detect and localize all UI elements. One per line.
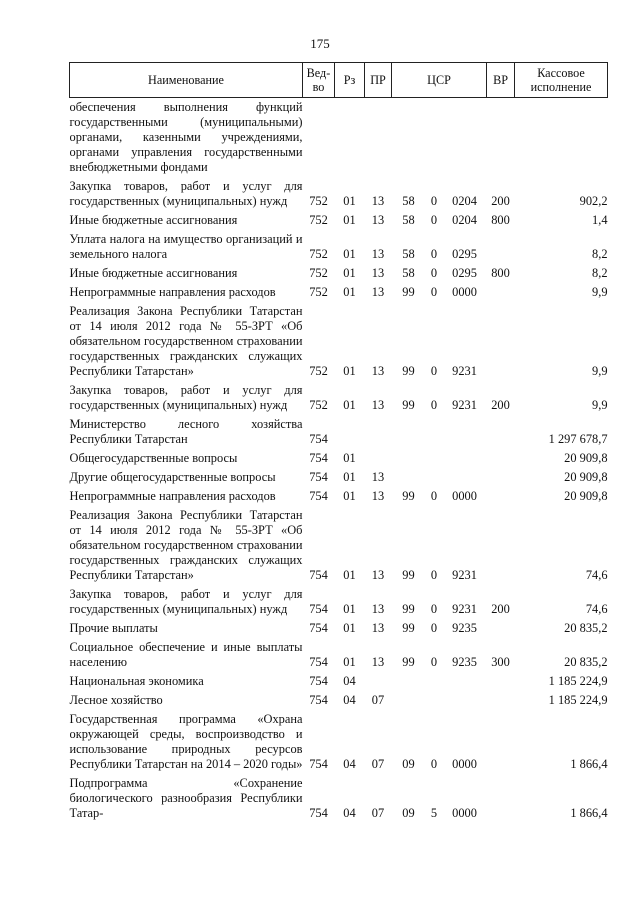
header-vr: ВР <box>487 63 515 98</box>
cell-vr: 200 <box>491 602 510 616</box>
cell-ved: 754 <box>309 432 328 446</box>
cell-csr-direction: 0204 <box>452 194 477 208</box>
cell-rz: 01 <box>343 602 356 616</box>
cell-csr-subprogram: 0 <box>430 266 438 280</box>
cell-sum: 902,2 <box>579 194 608 208</box>
table-row <box>70 379 608 413</box>
cell-rz: 01 <box>343 621 356 635</box>
cell-csr-direction <box>443 413 487 447</box>
cell-pr: 13 <box>371 364 385 378</box>
cell-name: Закупка товаров, работ и услуг для государственных (муниципальных) нужд <box>69 587 303 616</box>
cell-csr-program <box>392 447 426 466</box>
cell-vr <box>487 300 515 379</box>
cell-csr-direction: 0000 <box>452 757 477 771</box>
cell-sum: 20 835,2 <box>564 655 608 669</box>
cell-sum: 1 185 224,9 <box>548 693 608 707</box>
header-ved: Вед- во <box>303 63 335 98</box>
cell-sum: 74,6 <box>585 568 608 582</box>
cell-csr-direction: 9231 <box>452 398 477 412</box>
table-row <box>70 504 608 583</box>
cell-rz: 01 <box>343 398 356 412</box>
cell-sum: 9,9 <box>592 398 608 412</box>
cell-vr <box>487 504 515 583</box>
cell-rz: 01 <box>343 364 356 378</box>
cell-vr <box>487 708 515 772</box>
cell-csr-program <box>392 670 426 689</box>
cell-rz: 01 <box>343 213 356 227</box>
cell-sum: 1 866,4 <box>570 757 608 771</box>
cell-csr-direction: 9235 <box>452 655 477 669</box>
cell-vr <box>487 228 515 262</box>
cell-csr-program: 58 <box>402 194 415 208</box>
cell-name: Министерство лесного хозяйства Республики Татарстан <box>69 417 303 446</box>
cell-rz: 04 <box>343 806 356 820</box>
cell-pr: 13 <box>371 655 385 669</box>
cell-ved: 754 <box>309 489 328 503</box>
cell-sum: 1,4 <box>592 213 608 227</box>
cell-csr-subprogram: 0 <box>430 655 438 669</box>
cell-csr-subprogram <box>426 413 443 447</box>
header-sum: Кассовое исполнение <box>515 63 608 98</box>
cell-rz: 04 <box>343 757 356 771</box>
cell-csr-subprogram <box>426 466 443 485</box>
table-row <box>70 485 608 504</box>
cell-name: Непрограммные направления расходов <box>69 489 276 503</box>
cell-rz: 01 <box>343 266 356 280</box>
budget-table <box>69 62 608 821</box>
cell-ved: 754 <box>309 602 328 616</box>
cell-vr: 300 <box>491 655 510 669</box>
cell-vr <box>487 281 515 300</box>
cell-pr: 13 <box>371 568 385 582</box>
cell-pr: 13 <box>371 470 385 484</box>
header-rz: Рз <box>335 63 365 98</box>
cell-csr-direction <box>443 98 487 176</box>
cell-pr <box>365 447 392 466</box>
header-name: Наименование <box>70 63 303 98</box>
cell-rz: 01 <box>343 194 356 208</box>
cell-ved: 754 <box>309 693 328 707</box>
table-row <box>70 413 608 447</box>
cell-rz: 01 <box>343 470 356 484</box>
cell-csr-subprogram: 0 <box>430 489 438 503</box>
cell-csr-direction: 0000 <box>452 489 477 503</box>
cell-ved: 752 <box>309 266 328 280</box>
cell-sum: 1 185 224,9 <box>548 674 608 688</box>
cell-name: Уплата налога на имущество организаций и земельного налога <box>69 232 303 261</box>
cell-csr-direction: 0000 <box>452 285 477 299</box>
cell-csr-subprogram: 0 <box>430 247 438 261</box>
table-row <box>70 636 608 670</box>
cell-csr-subprogram: 0 <box>430 194 438 208</box>
cell-pr: 13 <box>371 489 385 503</box>
cell-rz: 04 <box>343 674 356 688</box>
cell-vr <box>487 447 515 466</box>
table-row <box>70 466 608 485</box>
cell-pr: 13 <box>371 398 385 412</box>
cell-name: Общегосударственные вопросы <box>69 451 238 465</box>
cell-vr <box>487 670 515 689</box>
table-row <box>70 228 608 262</box>
cell-csr-program: 99 <box>402 568 415 582</box>
cell-csr-program: 99 <box>402 364 415 378</box>
cell-csr-subprogram: 0 <box>430 213 438 227</box>
cell-csr-program: 99 <box>402 621 415 635</box>
cell-name: Закупка товаров, работ и услуг для государственных (муниципальных) нужд <box>69 383 303 412</box>
cell-vr <box>487 689 515 708</box>
cell-csr-program: 99 <box>402 398 415 412</box>
cell-rz <box>335 413 365 447</box>
cell-pr: 13 <box>371 266 385 280</box>
cell-ved: 754 <box>309 568 328 582</box>
cell-csr-direction: 0295 <box>452 247 477 261</box>
table-header-row <box>70 63 608 98</box>
cell-ved: 752 <box>309 194 328 208</box>
cell-pr: 13 <box>371 602 385 616</box>
table-row <box>70 300 608 379</box>
cell-csr-direction <box>443 689 487 708</box>
cell-ved: 754 <box>309 757 328 771</box>
cell-rz: 01 <box>343 247 356 261</box>
cell-name: Реализация Закона Республики Татарстан от 14 июля 2012 года № 55-ЗРТ «Об обязательном государственном страховании государственных гражданских служащих Республики Татарстан» <box>69 304 303 378</box>
cell-csr-program: 58 <box>402 266 415 280</box>
cell-csr-program <box>392 413 426 447</box>
cell-ved: 754 <box>309 655 328 669</box>
cell-rz: 01 <box>343 285 356 299</box>
cell-vr: 200 <box>491 398 510 412</box>
table-row <box>70 689 608 708</box>
cell-pr: 13 <box>371 194 385 208</box>
cell-sum <box>515 98 608 176</box>
cell-ved: 752 <box>309 213 328 227</box>
cell-csr-direction <box>443 466 487 485</box>
cell-name: обеспечения выполнения функций государственными (муниципальными) органами, казенными учреждениями, органами управления государственными внебюджетными фондами <box>69 100 303 174</box>
cell-csr-direction: 0204 <box>452 213 477 227</box>
cell-name: Реализация Закона Республики Татарстан от 14 июля 2012 года № 55-ЗРТ «Об обязательном государственном страховании государственных гражданских служащих Республики Татарстан» <box>69 508 303 582</box>
cell-sum: 1 297 678,7 <box>548 432 608 446</box>
table-row <box>70 670 608 689</box>
table-row <box>70 583 608 617</box>
cell-csr-program: 09 <box>402 757 415 771</box>
cell-sum: 20 909,8 <box>564 451 608 465</box>
cell-csr-subprogram: 0 <box>430 602 438 616</box>
cell-csr-program: 99 <box>402 602 415 616</box>
cell-csr-program: 99 <box>402 285 415 299</box>
cell-csr-direction: 0000 <box>452 806 477 820</box>
cell-name: Закупка товаров, работ и услуг для государственных (муниципальных) нужд <box>69 179 303 208</box>
cell-csr-subprogram: 0 <box>430 757 438 771</box>
cell-sum: 1 866,4 <box>570 806 608 820</box>
cell-pr <box>365 413 392 447</box>
cell-csr-subprogram: 5 <box>430 806 438 820</box>
cell-csr-program <box>392 466 426 485</box>
cell-rz: 01 <box>343 568 356 582</box>
cell-csr-subprogram: 0 <box>430 285 438 299</box>
cell-ved: 752 <box>309 398 328 412</box>
cell-name: Государственная программа «Охрана окружающей среды, воспроизводство и использование природных ресурсов Республики Татарстан на 2014 – 2020 годы» <box>69 712 303 771</box>
header-pr: ПР <box>365 63 392 98</box>
cell-ved: 754 <box>309 674 328 688</box>
cell-name: Подпрограмма «Сохранение биологического разнообразия Республики Татар- <box>69 776 303 820</box>
cell-name: Иные бюджетные ассигнования <box>69 266 238 280</box>
cell-sum: 8,2 <box>592 247 608 261</box>
table-row <box>70 209 608 228</box>
cell-rz: 01 <box>343 655 356 669</box>
cell-vr: 800 <box>491 213 510 227</box>
cell-name: Другие общегосударственные вопросы <box>69 470 276 484</box>
cell-csr-subprogram <box>426 447 443 466</box>
cell-sum: 20 909,8 <box>564 470 608 484</box>
cell-sum: 20 909,8 <box>564 489 608 503</box>
cell-name: Прочие выплаты <box>69 621 158 635</box>
cell-csr-direction: 9235 <box>452 621 477 635</box>
cell-csr-program: 99 <box>402 655 415 669</box>
table-row <box>70 447 608 466</box>
cell-name: Лесное хозяйство <box>69 693 163 707</box>
cell-vr: 800 <box>491 266 510 280</box>
cell-vr: 200 <box>491 194 510 208</box>
cell-pr <box>365 98 392 176</box>
cell-ved: 752 <box>309 285 328 299</box>
cell-name: Социальное обеспечение и иные выплаты населению <box>69 640 303 669</box>
cell-name: Иные бюджетные ассигнования <box>69 213 238 227</box>
cell-sum: 74,6 <box>585 602 608 616</box>
cell-pr: 13 <box>371 213 385 227</box>
cell-ved: 754 <box>309 806 328 820</box>
cell-csr-subprogram <box>426 670 443 689</box>
cell-csr-direction: 9231 <box>452 364 477 378</box>
cell-sum: 20 835,2 <box>564 621 608 635</box>
cell-ved: 754 <box>309 621 328 635</box>
table-body <box>70 98 608 822</box>
cell-ved: 754 <box>309 451 328 465</box>
cell-vr <box>487 98 515 176</box>
page-number: 175 <box>310 36 330 51</box>
table-row <box>70 281 608 300</box>
cell-pr: 13 <box>371 247 385 261</box>
cell-ved <box>303 98 335 176</box>
cell-csr-program: 58 <box>402 213 415 227</box>
table-row <box>70 772 608 821</box>
cell-pr <box>365 670 392 689</box>
cell-csr-direction: 9231 <box>452 602 477 616</box>
cell-sum: 9,9 <box>592 285 608 299</box>
cell-csr-subprogram: 0 <box>430 364 438 378</box>
cell-csr-program: 99 <box>402 489 415 503</box>
table-row <box>70 262 608 281</box>
cell-rz: 04 <box>343 693 356 707</box>
cell-csr-direction: 0295 <box>452 266 477 280</box>
cell-sum: 9,9 <box>592 364 608 378</box>
cell-rz: 01 <box>343 451 356 465</box>
cell-csr-direction <box>443 447 487 466</box>
cell-csr-program <box>392 98 426 176</box>
cell-sum: 8,2 <box>592 266 608 280</box>
header-csr: ЦСР <box>392 63 487 98</box>
table-row <box>70 98 608 176</box>
cell-ved: 754 <box>309 470 328 484</box>
cell-csr-direction: 9231 <box>452 568 477 582</box>
cell-vr <box>487 413 515 447</box>
cell-csr-subprogram: 0 <box>430 568 438 582</box>
cell-name: Национальная экономика <box>69 674 204 688</box>
cell-csr-program: 58 <box>402 247 415 261</box>
cell-csr-subprogram <box>426 98 443 176</box>
table-row <box>70 175 608 209</box>
table-row <box>70 708 608 772</box>
cell-csr-program <box>392 689 426 708</box>
cell-pr: 13 <box>371 285 385 299</box>
cell-csr-subprogram: 0 <box>430 398 438 412</box>
cell-vr <box>487 485 515 504</box>
cell-ved: 752 <box>309 364 328 378</box>
table-row <box>70 617 608 636</box>
cell-rz: 01 <box>343 489 356 503</box>
cell-csr-program: 09 <box>402 806 415 820</box>
cell-vr <box>487 466 515 485</box>
cell-csr-subprogram: 0 <box>430 621 438 635</box>
cell-name: Непрограммные направления расходов <box>69 285 276 299</box>
cell-csr-direction <box>443 670 487 689</box>
cell-csr-subprogram <box>426 689 443 708</box>
cell-ved: 752 <box>309 247 328 261</box>
cell-vr <box>487 772 515 821</box>
cell-rz <box>335 98 365 176</box>
cell-pr: 07 <box>371 693 385 707</box>
cell-vr <box>487 617 515 636</box>
cell-pr: 13 <box>371 621 385 635</box>
cell-pr: 07 <box>371 806 385 820</box>
cell-pr: 07 <box>371 757 385 771</box>
